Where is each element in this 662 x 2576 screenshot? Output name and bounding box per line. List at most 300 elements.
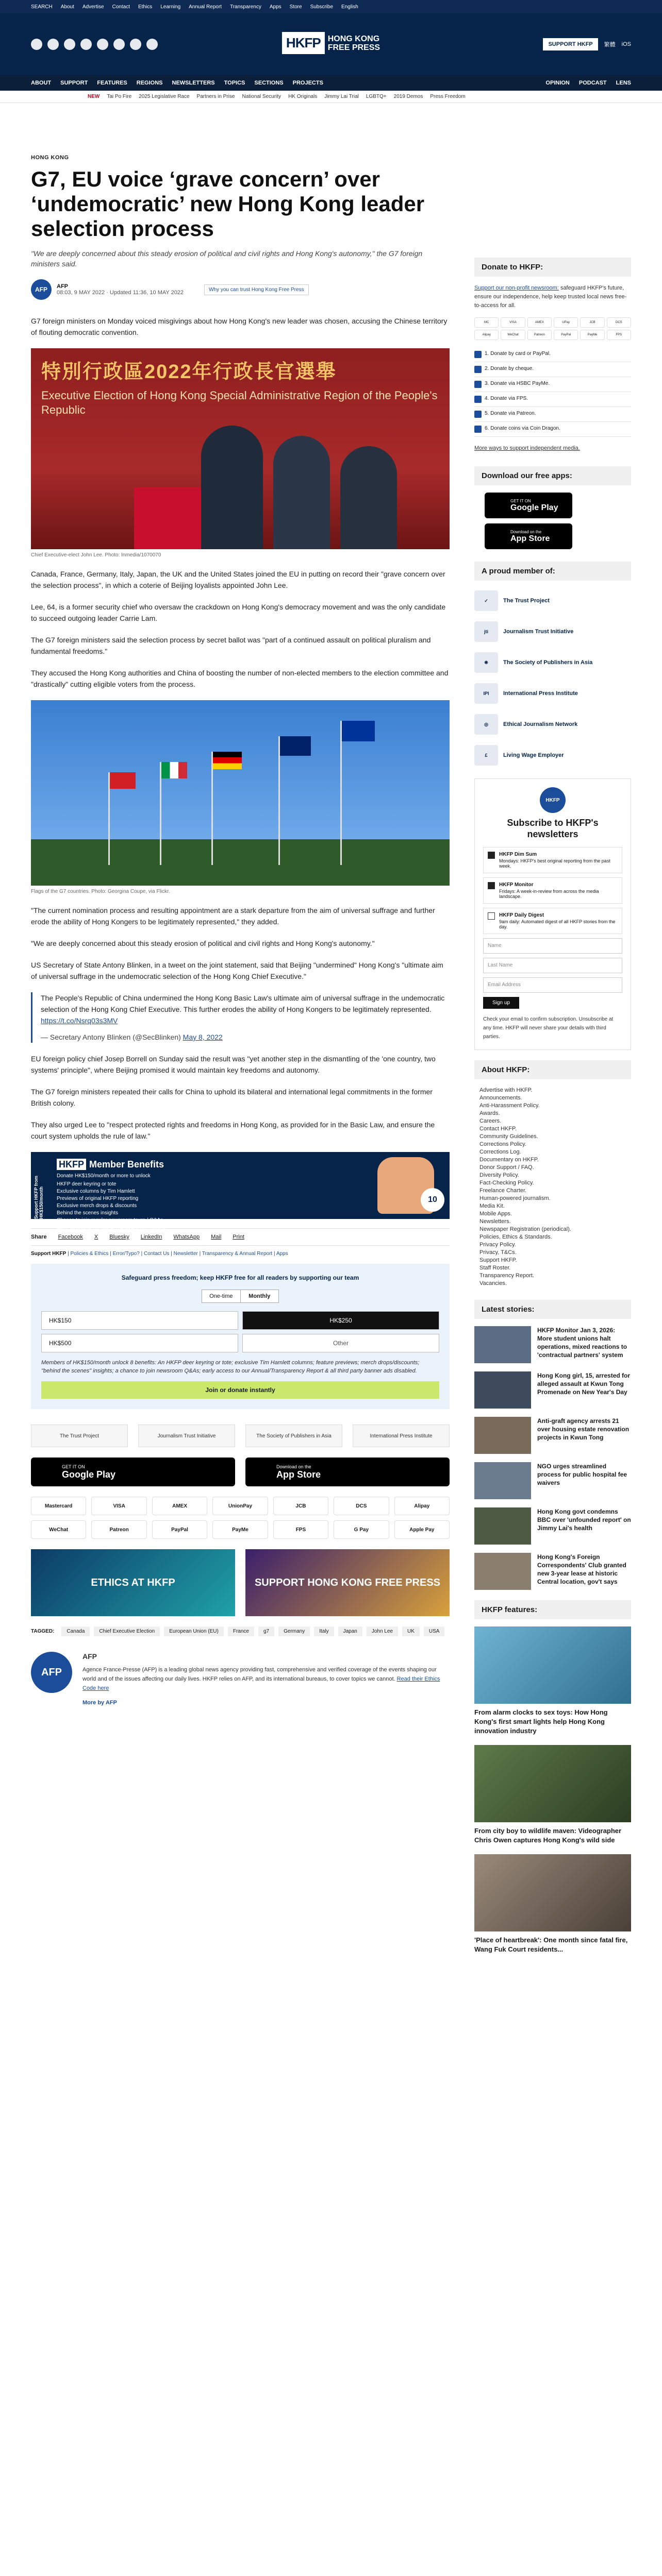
payment-icon: PayMe	[212, 1520, 268, 1539]
tag[interactable]: UK	[402, 1626, 420, 1636]
ethics-banner[interactable]: ETHICS AT HKFP	[31, 1549, 235, 1616]
badge-ipi[interactable]: International Press Institute	[353, 1425, 450, 1447]
photo-figure	[340, 446, 397, 549]
ethics-code-link[interactable]: Read their Ethics Code here	[82, 1676, 440, 1691]
payment-icon: Patreon	[91, 1520, 146, 1539]
donate-method-label: 3. Donate via HSBC PayMe.	[485, 381, 550, 386]
about-link[interactable]: Fact-Checking Policy.	[479, 1180, 534, 1186]
member-org-name: The Trust Project	[503, 598, 550, 604]
tag[interactable]: Germany	[278, 1626, 310, 1636]
nav-item-sections[interactable]: SECTIONS	[254, 80, 284, 86]
utility-link[interactable]: About	[60, 4, 74, 10]
about-link[interactable]: Support HKFP.	[479, 1257, 517, 1263]
footlink[interactable]: Newsletter	[173, 1251, 198, 1257]
payment-icon: DCS	[334, 1497, 389, 1515]
coin-icon	[474, 426, 482, 433]
about-link[interactable]: Corrections Policy.	[479, 1141, 526, 1147]
store-big: App Store	[510, 534, 550, 543]
sopa-icon: ❋	[474, 652, 498, 673]
sidebar-payment-cards	[474, 317, 631, 340]
membership-note: Members of HK$150/month unlock 8 benefits: An HKFP deer keyring or tote; exclusive Tim Hamlett columns; feature previews; merch drops/discounts; "behind the scenes" insights; a chance to join newsroom Q&As; early access to our Annual/Transparency Report & all third party banner ads disabled.	[41, 1360, 420, 1374]
support-button[interactable]: SUPPORT HKFP	[543, 38, 598, 50]
article-title: G7, EU voice ‘grave concern’ over ‘undemocratic’ new Hong Kong leader selection process	[31, 167, 425, 241]
author-name[interactable]: AFP	[57, 283, 68, 290]
paragraph: Canada, France, Germany, Italy, Japan, the UK and the United States joined the EU in putting on record their "grave concern over the selection process", in which a coterie of Beijing loyalists appointed John Lee.	[31, 570, 445, 589]
benefit-item: Early access to Annual & Transparency Reports	[57, 1225, 166, 1230]
paragraph: Lee, 64, is a former security chief who oversaw the crackdown on Hong Kong's democracy movement and was the only candidate to succeed outgoing leader Carrie Lam.	[31, 603, 446, 622]
nav-item-podcast[interactable]: PODCAST	[578, 80, 607, 86]
one-time-option[interactable]: One-time	[202, 1290, 240, 1302]
store-small: GET IT ON	[510, 498, 531, 503]
latest-story[interactable]	[474, 1326, 631, 1363]
tags-label: TAGGED:	[31, 1629, 55, 1634]
payment-icon: Alipay	[394, 1497, 450, 1515]
share-x[interactable]: X	[94, 1234, 98, 1240]
newsletter-title: Subscribe to HKFP's newsletters	[507, 818, 599, 839]
author-avatar[interactable]: AFP	[31, 279, 52, 300]
about-link[interactable]: Privacy, T&Cs.	[479, 1249, 517, 1256]
nav-item-projects[interactable]: PROJECTS	[292, 80, 323, 86]
about-link[interactable]: Corrections Log.	[479, 1149, 521, 1155]
benefit-item: Chance to join regular newsroom tours / Q&As	[57, 1217, 163, 1223]
payment-icon: Apple Pay	[394, 1520, 450, 1539]
footlink[interactable]: Policies & Ethics	[70, 1251, 109, 1257]
paragraph: The G7 foreign ministers repeated their calls for China to uphold its bilateral and international legal commitments in the former British colony.	[31, 1088, 433, 1107]
paragraph: They also urged Lee to "respect protected rights and freedoms in Hong Kong, as provided for in the Basic Law, and ensure the court system upholds the rule of law."	[31, 1121, 435, 1140]
member-org[interactable]	[474, 619, 631, 645]
store-big: App Store	[276, 1469, 321, 1480]
feature-image	[474, 1626, 631, 1704]
threads-icon[interactable]	[130, 39, 141, 50]
monthly-option[interactable]: Monthly	[240, 1290, 279, 1302]
jti-icon: jti	[474, 621, 498, 642]
trending-link[interactable]: HK Originals	[288, 94, 318, 99]
latest-story[interactable]	[474, 1507, 631, 1545]
payment-icon: UnionPay	[212, 1497, 268, 1515]
member-benefits-promo[interactable]	[31, 1152, 450, 1230]
figure-g7-flags	[31, 700, 450, 894]
about-link[interactable]: Newspaper Registration (periodical).	[479, 1226, 571, 1232]
newsletter-option[interactable]	[483, 877, 622, 904]
donation-amounts	[41, 1311, 439, 1352]
language-link[interactable]: 繁體	[604, 42, 616, 48]
about-link[interactable]: Media Kit.	[479, 1203, 505, 1209]
member-org-name: Living Wage Employer	[503, 752, 564, 758]
about-link[interactable]: Careers.	[479, 1118, 502, 1124]
tag[interactable]: Chief Executive Election	[94, 1626, 160, 1636]
x-icon[interactable]	[64, 39, 75, 50]
card-icon: AMEX	[527, 317, 552, 328]
card-icon: Alipay	[474, 330, 499, 340]
instagram-icon[interactable]	[47, 39, 59, 50]
about-title: About HKFP:	[474, 1060, 631, 1079]
promo-vertical-label: Support HKFP from HK$150/month	[31, 1152, 46, 1219]
benefit-item: HKFP deer keyring or tote	[57, 1181, 117, 1187]
about-link[interactable]: Awards.	[479, 1110, 500, 1116]
amount-option-selected[interactable]: HK$250	[242, 1311, 439, 1330]
nav-item-support[interactable]: SUPPORT	[60, 80, 88, 86]
utility-link[interactable]: Learning	[160, 4, 181, 10]
utility-link[interactable]: Contact	[112, 4, 130, 10]
trending-bar	[0, 91, 662, 103]
member-org[interactable]	[474, 681, 631, 706]
nav-item-features[interactable]: FEATURES	[97, 80, 127, 86]
promo-title-mark: HKFP	[57, 1159, 86, 1170]
promo-lead: Donate HK$150/month or more to unlock	[57, 1173, 151, 1179]
paragraph: "The current nomination process and resulting appointment are a stark departure from the aim of universal suffrage and further erode the ability of Hong Kongers to be legitimately represented," they added.	[31, 906, 435, 926]
logo-line: HONG KONG	[327, 34, 380, 43]
utility-link[interactable]: Transparency	[230, 4, 261, 10]
signup-button[interactable]: Sign up	[483, 997, 519, 1009]
article-tags	[31, 1626, 450, 1636]
apps-title: Download our free apps:	[474, 466, 631, 485]
flag	[110, 772, 136, 789]
nav-item-opinion[interactable]: OPINION	[545, 80, 570, 86]
newsletter-note: Check your email to confirm subscription. Unsubscribe at any time. HKFP will never share your details with third parties.	[483, 1016, 614, 1040]
author-box-bio	[82, 1665, 450, 1693]
donate-body: safeguard HKFP's future, ensure our independence, help keep trusted local news free-to-access for all.	[474, 285, 627, 309]
photo-figure	[201, 426, 263, 549]
byline-text	[57, 283, 184, 296]
checkbox-unchecked[interactable]	[488, 912, 495, 920]
donate-lead-link[interactable]: Support our non-profit newsroom:	[474, 285, 559, 291]
site-logo[interactable]	[282, 32, 380, 54]
author-box-text	[82, 1652, 450, 1707]
newsletter-option[interactable]	[483, 847, 622, 873]
donate-widget	[31, 1264, 450, 1409]
fps-icon	[474, 396, 482, 403]
donate-heading: Safeguard press freedom; keep HKFP free for all readers by supporting our team	[121, 1274, 359, 1281]
amount-option[interactable]: HK$500	[41, 1334, 238, 1352]
feature-image	[474, 1854, 631, 1931]
trending-link[interactable]: Tai Po Fire	[107, 94, 132, 99]
badge-sopa[interactable]: The Society of Publishers in Asia	[245, 1425, 342, 1447]
member-org[interactable]	[474, 650, 631, 675]
paragraph: EU foreign policy chief Josep Borrell on Sunday said the result was "yet another step in the dismantling of the 'one country, two systems' principle", where Beijing promised it would maintain key freedoms and autonomy.	[31, 1055, 436, 1074]
tweet-body: The People's Republic of China undermined the Hong Kong Basic Law's ultimate aim of universal suffrage in the undemocratic selection of the Hong Kong Chief Executive. This further erodes the ability of Hong Kongers to be legitimately represented.	[41, 994, 445, 1013]
latest-story[interactable]	[474, 1462, 631, 1499]
newsletter-signup	[474, 778, 631, 1050]
publish-dates: 08:03, 9 MAY 2022 · Updated 11:36, 10 MAY 2022	[57, 290, 184, 296]
about-link[interactable]: Contact HKFP.	[479, 1126, 517, 1132]
share-linkedin[interactable]: LinkedIn	[140, 1234, 162, 1240]
sidebar-google-play[interactable]	[485, 493, 572, 518]
share-whatsapp[interactable]: WhatsApp	[173, 1234, 200, 1240]
amount-other[interactable]: Other	[242, 1334, 439, 1352]
donate-method[interactable]	[474, 362, 631, 377]
support-banner[interactable]: SUPPORT HONG KONG FREE PRESS	[245, 1549, 450, 1616]
logo-name	[328, 35, 380, 52]
payment-icon: AMEX	[152, 1497, 207, 1515]
feature-image	[474, 1745, 631, 1822]
member-org[interactable]	[474, 711, 631, 737]
flag	[161, 762, 187, 778]
story-thumbnail	[474, 1371, 531, 1409]
article-dek: "We are deeply concerned about this steady erosion of political and civil rights and Hong Kong's autonomy," the G7 foreign ministers said.	[31, 249, 423, 268]
utility-link[interactable]: SEARCH	[31, 4, 53, 10]
donate-method-label: 6. Donate coins via Coin Dragon.	[485, 426, 560, 431]
about-link[interactable]: Policies, Ethics & Standards.	[479, 1234, 552, 1240]
latest-story[interactable]	[474, 1417, 631, 1454]
utility-link[interactable]: Ethics	[138, 4, 153, 10]
ios-link[interactable]: iOS	[621, 41, 631, 47]
donate-method-label: 1. Donate by card or PayPal.	[485, 351, 551, 357]
donate-frequency-toggle	[202, 1290, 279, 1303]
promo-title	[57, 1159, 166, 1170]
tag[interactable]: USA	[424, 1626, 445, 1636]
photo-g7-flags	[31, 700, 450, 886]
tag[interactable]: g7	[258, 1626, 274, 1636]
sidebar	[474, 155, 631, 1963]
photo-figure	[273, 436, 330, 549]
member-org-name: The Society of Publishers in Asia	[503, 659, 593, 666]
card-icon: FPS	[607, 330, 631, 340]
author-bio: Agence France-Presse (AFP) is a leading global news agency providing fast, comprehensive and verified coverage of the events shaping our world and of the issues affecting our daily lives. HKFP relies on AFP, and its international bureaus, to cover topics we cannot.	[82, 1667, 437, 1682]
about-link[interactable]: Freelance Charter.	[479, 1188, 527, 1194]
trending-link[interactable]: LGBTQ+	[366, 94, 387, 99]
footlink[interactable]: Error/Typo?	[112, 1251, 140, 1257]
store-big: Google Play	[62, 1469, 116, 1480]
story-thumbnail	[474, 1326, 531, 1363]
header-actions	[543, 38, 631, 50]
trending-new-label: NEW	[88, 94, 100, 99]
paragraph: They accused the Hong Kong authorities and China of boosting the number of non-elected members to the election committee and "drastically" cutting eligible voters from the process.	[31, 669, 449, 688]
payment-icon: PayPal	[152, 1520, 207, 1539]
card-icon: MC	[474, 317, 499, 328]
donate-method[interactable]	[474, 407, 631, 422]
social-links	[31, 39, 158, 50]
about-link[interactable]: Transparency Report.	[479, 1273, 534, 1279]
nav-item-about[interactable]: ABOUT	[31, 80, 52, 86]
more-by-author[interactable]: More by AFP	[82, 1700, 117, 1706]
patreon-icon	[474, 411, 482, 418]
nav-item-regions[interactable]: REGIONS	[136, 80, 163, 86]
story-thumbnail	[474, 1507, 531, 1545]
tweet-link[interactable]: https://t.co/Nsrq03s3MV	[41, 1016, 118, 1025]
member-org[interactable]	[474, 588, 631, 614]
embedded-tweet	[31, 992, 450, 1043]
author-box	[31, 1652, 450, 1707]
trending-link[interactable]: 2025 Legislative Race	[139, 94, 190, 99]
card-icon	[474, 351, 482, 358]
tag[interactable]: France	[228, 1626, 254, 1636]
newsletter-option-name: HKFP Daily Digest	[499, 912, 544, 918]
donate-method[interactable]	[474, 377, 631, 392]
tag[interactable]: Italy	[314, 1626, 334, 1636]
footlink[interactable]: Apps	[276, 1251, 288, 1257]
promo-title-text: Member Benefits	[89, 1159, 164, 1170]
member-org-name: Ethical Journalism Network	[503, 721, 578, 727]
about-link[interactable]: Community Guidelines.	[479, 1133, 538, 1140]
byline	[31, 279, 450, 300]
card-icon: JCB	[580, 317, 604, 328]
share-print[interactable]: Print	[233, 1234, 244, 1240]
badge-jti[interactable]: Journalism Trust Initiative	[138, 1425, 235, 1447]
tag[interactable]: Japan	[338, 1626, 362, 1636]
share-bluesky[interactable]: Bluesky	[109, 1234, 129, 1240]
photo-john-lee	[31, 348, 450, 549]
newsletter-option-desc: 9am daily: Automated digest of all HKFP stories from the day.	[499, 919, 616, 929]
card-icon: UPay	[554, 317, 578, 328]
trending-link[interactable]: National Security	[242, 94, 282, 99]
feature-story[interactable]	[474, 1626, 631, 1736]
donate-method[interactable]	[474, 392, 631, 407]
about-link[interactable]: Announcements.	[479, 1095, 522, 1101]
article	[31, 155, 450, 1718]
photo-caption: Chief Executive-elect John Lee. Photo: Inmedia/1070070	[31, 552, 161, 558]
footlink[interactable]: Contact Us	[143, 1251, 170, 1257]
badge-trust-project[interactable]: The Trust Project	[31, 1425, 128, 1447]
email-field[interactable]: Email Address	[483, 977, 622, 993]
donate-method[interactable]	[474, 422, 631, 437]
facebook-icon[interactable]	[31, 39, 42, 50]
member-org-name: International Press Institute	[503, 690, 578, 697]
share-mail[interactable]: Mail	[211, 1234, 222, 1240]
amount-option[interactable]: HK$150	[41, 1311, 238, 1330]
tag[interactable]: John Lee	[367, 1626, 398, 1636]
about-link[interactable]: Privacy Policy.	[479, 1242, 516, 1248]
story-title: Hong Kong govt condemns BBC over 'unfounded report' on Jimmy Lai's health	[537, 1508, 631, 1532]
tag[interactable]: Canada	[61, 1626, 90, 1636]
promo-banners	[31, 1549, 450, 1616]
feature-title: 'Place of heartbreak': One month since fatal fire, Wang Fuk Court residents...	[474, 1936, 628, 1953]
newsletter-option-text	[499, 852, 618, 869]
payment-icon: VISA	[91, 1497, 146, 1515]
cheque-icon	[474, 366, 482, 373]
story-title: Anti-graft agency arrests 21 over housing estate renovation projects in Kwun Tong	[537, 1417, 630, 1441]
photo-trees	[31, 839, 450, 886]
benefit-item: Behind the scenes insights	[57, 1210, 118, 1216]
app-store-button[interactable]	[245, 1458, 450, 1486]
trending-link[interactable]: Press Freedom	[430, 94, 466, 99]
trending-link[interactable]: Partners in Prise	[196, 94, 235, 99]
about-link[interactable]: Advertise with HKFP.	[479, 1087, 533, 1093]
flag	[280, 736, 311, 756]
payment-icon: Mastercard	[31, 1497, 86, 1515]
tweet-date[interactable]: May 8, 2022	[183, 1033, 223, 1041]
bluesky-icon[interactable]	[97, 39, 108, 50]
newsletter-logo: HKFP	[540, 787, 566, 813]
flag-pole	[340, 721, 342, 865]
about-link[interactable]: Vacancies.	[479, 1280, 507, 1286]
linkedin-icon[interactable]	[113, 39, 125, 50]
card-icon: DCS	[607, 317, 631, 328]
tweet-signature	[41, 1031, 450, 1043]
nav-item-newsletters[interactable]: NEWSLETTERS	[172, 80, 215, 86]
utility-link[interactable]: Annual Report	[189, 4, 222, 10]
flag	[213, 752, 242, 769]
join-button[interactable]: Join or donate instantly	[41, 1381, 439, 1399]
telegram-icon[interactable]	[146, 39, 158, 50]
ipi-icon: IPI	[474, 683, 498, 704]
logo-line: FREE PRESS	[327, 43, 380, 52]
about-link[interactable]: Staff Roster.	[479, 1265, 511, 1271]
share-facebook[interactable]: Facebook	[58, 1234, 83, 1240]
latest-story[interactable]	[474, 1553, 631, 1590]
photo-podium	[134, 487, 201, 549]
more-ways-link[interactable]: More ways to support independent media.	[474, 445, 580, 451]
story-thumbnail	[474, 1553, 531, 1590]
photo-banner-subtext: Executive Election of Hong Kong Special Administrative Region of the People's Republic	[41, 389, 438, 416]
trending-link[interactable]: Jimmy Lai Trial	[324, 94, 359, 99]
about-link[interactable]: Documentary on HKFP.	[479, 1157, 539, 1163]
photo-banner-text: 特別行政區2022年行政長官選舉	[41, 361, 337, 383]
about-link[interactable]: Human-powered journalism.	[479, 1195, 551, 1201]
paragraph: "We are deeply concerned about this steady erosion of political and civil rights and Hong Kong's autonomy."	[31, 939, 375, 947]
first-name-field[interactable]: Name	[483, 938, 622, 954]
utility-link[interactable]: Subscribe	[310, 4, 334, 10]
donate-text	[474, 284, 631, 310]
feature-title: From alarm clocks to sex toys: How Hong Kong's first smart lights help Hong Kong innovation industry	[474, 1708, 608, 1735]
utility-link[interactable]: Apps	[269, 4, 282, 10]
benefit-item: Previews of original HKFP reporting	[57, 1196, 139, 1201]
tag[interactable]: European Union (EU)	[164, 1626, 224, 1636]
google-play-button[interactable]	[31, 1458, 235, 1486]
payment-icon: JCB	[273, 1497, 328, 1515]
utility-link[interactable]: English	[341, 4, 358, 10]
newsletter-option-desc: Fridays: A week-in-review from across the media landscape.	[499, 889, 599, 899]
member-badges	[31, 1425, 450, 1447]
sidebar-app-store[interactable]	[485, 523, 572, 549]
logo-mark: HKFP	[282, 32, 325, 54]
story-title: Hong Kong girl, 15, arrested for alleged assault at Kwun Tong Promenade on New Year's Day	[537, 1372, 631, 1396]
article-category[interactable]: HONG KONG	[31, 155, 69, 161]
payment-icon: FPS	[273, 1520, 328, 1539]
utility-link[interactable]: Advertise	[82, 4, 104, 10]
youtube-icon[interactable]	[80, 39, 92, 50]
member-org-name: Journalism Trust Initiative	[503, 629, 574, 635]
latest-story[interactable]	[474, 1371, 631, 1409]
anniversary-badge: 10	[421, 1188, 444, 1212]
about-link[interactable]: Mobile Apps.	[479, 1211, 512, 1217]
story-title: NGO urges streamlined process for public hospital fee waivers	[537, 1463, 627, 1486]
card-icon: PayMe	[580, 330, 604, 340]
trending-link[interactable]: 2019 Demos	[393, 94, 423, 99]
utility-link[interactable]: Store	[289, 4, 302, 10]
member-title: A proud member of:	[474, 562, 631, 581]
flag	[342, 721, 375, 741]
author-box-name[interactable]: AFP	[82, 1652, 97, 1660]
trust-link[interactable]: Why you can trust Hong Kong Free Press	[204, 284, 309, 295]
nav-item-lens[interactable]: LENS	[616, 80, 631, 86]
about-link[interactable]: Diversity Policy.	[479, 1172, 519, 1178]
story-thumbnail	[474, 1462, 531, 1499]
figure-john-lee	[31, 348, 450, 558]
store-small: Download on the	[510, 529, 542, 534]
checkbox-checked[interactable]	[488, 852, 495, 859]
member-org[interactable]	[474, 742, 631, 768]
feature-story[interactable]	[474, 1854, 631, 1954]
about-link[interactable]: Donor Support / FAQ.	[479, 1164, 534, 1171]
newsletter-option[interactable]	[483, 908, 622, 934]
payment-methods	[31, 1497, 450, 1539]
footlink-support[interactable]: Support HKFP	[31, 1251, 67, 1257]
nav-item-topics[interactable]: TOPICS	[224, 80, 245, 86]
story-title: HKFP Monitor Jan 3, 2026: More student unions halt operations, mixed reactions to 'contractual partners' system	[537, 1327, 627, 1359]
feature-story[interactable]	[474, 1745, 631, 1845]
latest-title: Latest stories:	[474, 1300, 631, 1319]
about-link[interactable]: Newsletters.	[479, 1218, 511, 1225]
payme-icon	[474, 381, 482, 388]
donate-method[interactable]	[474, 347, 631, 362]
donate-method-label: 2. Donate by cheque.	[485, 366, 534, 371]
about-link[interactable]: Anti-Harassment Policy.	[479, 1103, 540, 1109]
share-label: Share	[31, 1234, 47, 1240]
footlink[interactable]: Transparency & Annual Report	[202, 1251, 273, 1257]
author-box-avatar[interactable]: AFP	[31, 1652, 72, 1693]
last-name-field[interactable]: Last Name	[483, 958, 622, 973]
checkbox-checked[interactable]	[488, 882, 495, 889]
